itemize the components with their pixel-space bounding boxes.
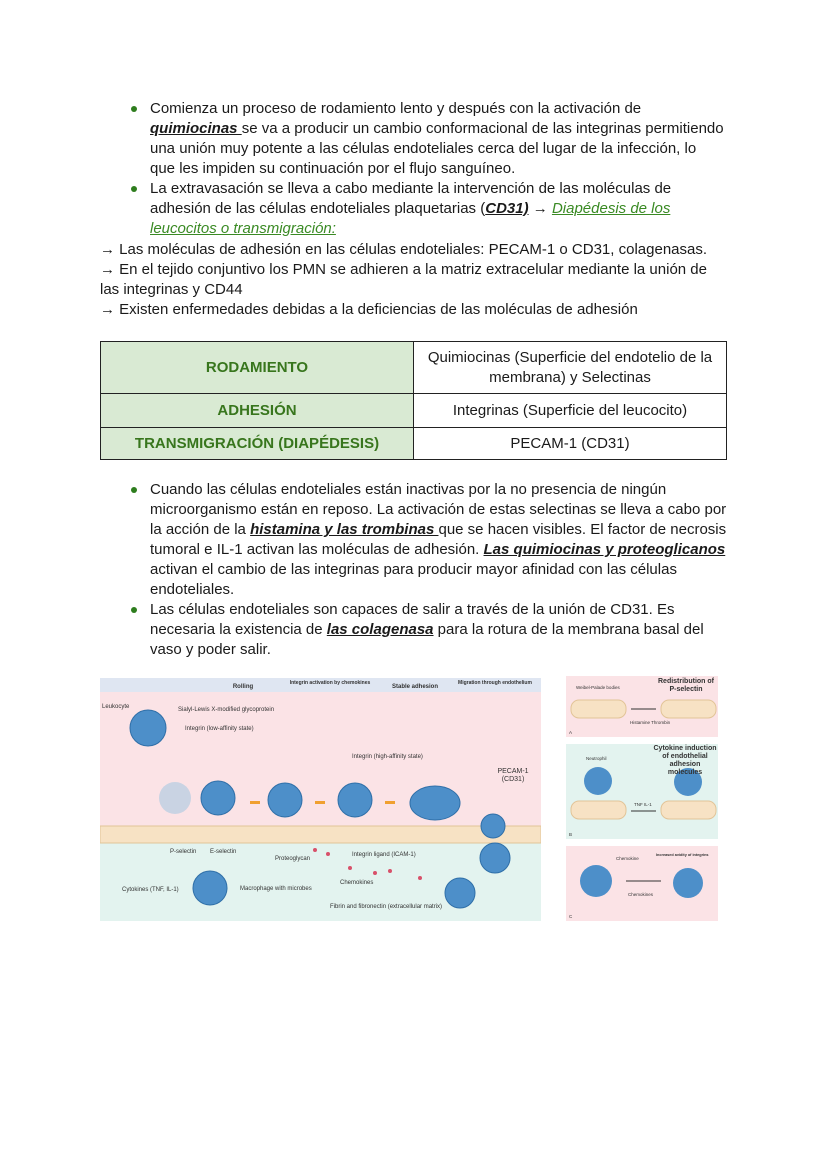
bullet-list-bottom	[150, 480, 730, 660]
label-cytokine-induction: Cytokine induction of endothelial adhesion molecules	[653, 745, 717, 776]
label-integrin-high: Integrin (high-affinity state)	[352, 754, 423, 760]
table-row	[101, 394, 727, 428]
label-redistribution: Redistribution of P-selectin	[658, 678, 714, 693]
header-migration: Migration through endothelium	[458, 680, 532, 686]
emphasis-text: CD31)	[485, 200, 529, 217]
text-run: para la rotura de la membrana basal del vaso y poder salir.	[150, 621, 704, 658]
label-neutrophil: Neutrophil	[586, 756, 607, 761]
bullet-icon	[131, 487, 137, 493]
label-histamine: Histamine Thrombin	[630, 720, 671, 725]
text-run: activan el cambio de las integrinas para producir mayor afinidad con las células endoteliales.	[150, 561, 677, 598]
text-run: Comienza un proceso de rodamiento lento y después con la activación de	[150, 100, 642, 117]
bullet-item	[150, 600, 730, 660]
arrow-note: → En el tejido conjuntivo los PMN se adhieren a la matriz extracelular mediante la unión de las integrinas y CD44	[100, 261, 707, 298]
text-run: →	[528, 200, 552, 217]
label-chemokines: Chemokines	[340, 880, 374, 886]
arrow-notes	[100, 240, 730, 320]
header-stable-adhesion: Stable adhesion	[391, 684, 439, 690]
label-chemokines-c: Chemokines	[628, 892, 654, 897]
stage-cell: RODAMIENTO	[101, 342, 414, 394]
emphasis-text: histamina y las trombinas	[250, 521, 439, 538]
label-integrin-low: Integrin (low-affinity state)	[185, 726, 254, 732]
arrow-note: → Existen enfermedades debidas a la deficiencias de las moléculas de adhesión	[100, 301, 638, 318]
label-cytokines: Cytokines (TNF, IL-1)	[122, 887, 179, 893]
emphasis-text: las colagenasa	[326, 621, 434, 638]
label-macrophage: Macrophage with microbes	[240, 886, 312, 892]
adhesion-stages-table	[100, 341, 727, 460]
label-e-selectin: E-selectin	[210, 849, 237, 855]
arrow-note: → Las moléculas de adhesión en las células endoteliales: PECAM-1 o CD31, colagenasas.	[100, 241, 708, 258]
emphasis-text: Diapédesis de los leucocitos o transmigración:	[150, 200, 671, 237]
label-pecam: PECAM-1 (CD31)	[497, 768, 529, 783]
label-leukocyte: Leukocyte	[102, 704, 130, 710]
text-run: Las células endoteliales son capaces de salir a través de la unión de CD31. Es necesaria la existencia de	[150, 601, 675, 638]
molecule-cell: Integrinas (Superficie del leucocito)	[414, 394, 727, 428]
bullet-list-top	[150, 99, 725, 239]
bullet-icon	[131, 106, 137, 112]
panel-a-label: A	[569, 730, 573, 735]
molecule-cell: PECAM-1 (CD31)	[414, 428, 727, 460]
header-rolling: Rolling	[232, 684, 254, 690]
text-run: se va a producir un cambio conformacional de las integrinas permitiendo una unión muy potente a las células endoteliales cerca del lugar de la infección, lo que les impiden su continuación por el flujo sanguíneo.	[150, 120, 724, 177]
side-panels-figure	[566, 676, 718, 921]
emphasis-text: Las quimiocinas y proteoglicanos	[483, 541, 726, 558]
panel-c-label: C	[569, 914, 573, 919]
label-weibel-palade: Weibel-Palade bodies	[576, 685, 620, 690]
label-proteoglycan: Proteoglycan	[275, 856, 311, 862]
leukocyte-extravasation-figure	[100, 678, 541, 921]
emphasis-text: quimiocinas	[150, 120, 242, 137]
label-sialyl: Sialyl-Lewis X-modified glycoprotein	[178, 707, 275, 713]
text-run: que se hacen visibles. El factor de necrosis tumoral e IL-1 activan las moléculas de adhesión.	[150, 521, 727, 558]
text-run: La extravasación se lleva a cabo mediante la intervención de las moléculas de adhesión de las células endoteliales plaquetarias (	[150, 180, 672, 217]
bullet-icon	[131, 186, 137, 192]
text-run: Cuando las células endoteliales están inactivas por la no presencia de ningún microorganismo están en reposo. La activación de estas selectinas se lleva a cabo por la acción de la	[150, 481, 727, 538]
label-fibrin: Fibrin and fibronectin (extracellular matrix)	[330, 904, 443, 910]
panel-b-label: B	[569, 832, 573, 837]
stage-cell: TRANSMIGRACIÓN (DIAPÉDESIS)	[101, 428, 414, 460]
stage-cell: ADHESIÓN	[101, 394, 414, 428]
table-row	[101, 428, 727, 460]
label-icam: Integrin ligand (ICAM-1)	[352, 852, 416, 858]
bullet-item	[150, 179, 725, 239]
molecule-cell: Quimiocinas (Superficie del endotelio de la membrana) y Selectinas	[414, 342, 727, 394]
label-p-selectin: P-selectin	[170, 849, 197, 855]
label-chemokine: Chemokine	[616, 856, 639, 861]
header-integrin-activation: Integrin activation by chemokines	[289, 680, 371, 686]
table-row	[101, 342, 727, 394]
bullet-icon	[131, 607, 137, 613]
label-avidity: Increased avidity of integrins	[656, 853, 709, 857]
bullet-item	[150, 480, 730, 600]
bullet-item	[150, 99, 725, 179]
label-tnf: TNF IL-1	[634, 802, 652, 807]
